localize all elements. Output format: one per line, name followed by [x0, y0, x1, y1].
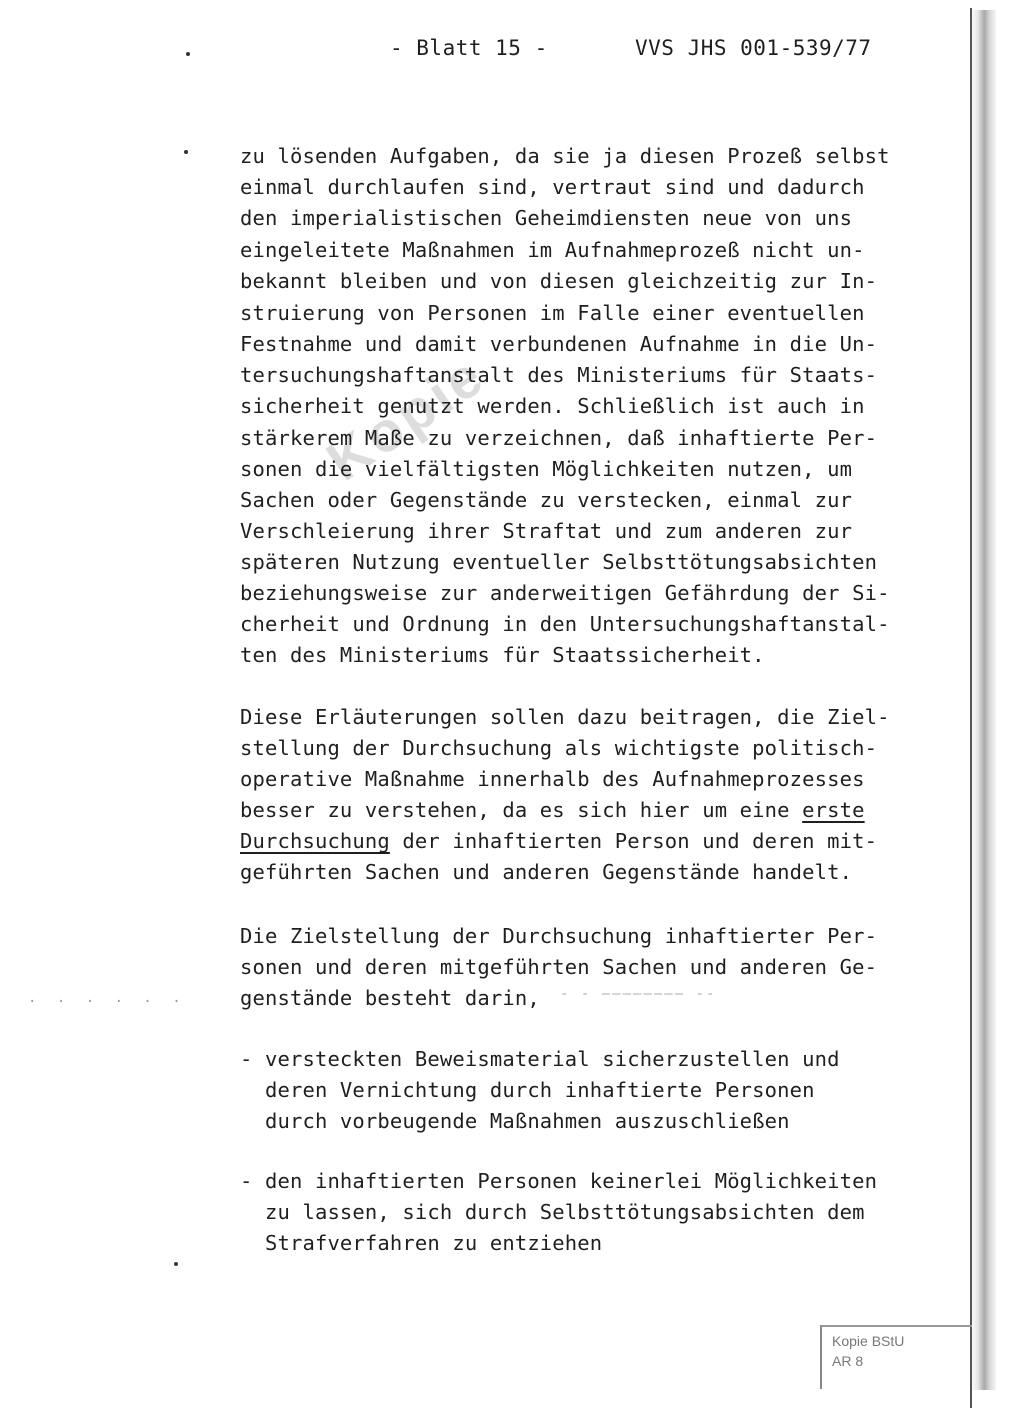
document-id: VVS JHS 001-539/77 [635, 36, 872, 60]
archive-stamp [820, 1325, 972, 1389]
text-line: zu lassen, sich durch Selbsttötungsabsichten dem [240, 1200, 865, 1224]
scan-artifact-dots: . . . . . . [28, 990, 187, 1006]
text-line: stellung der Durchsuchung als wichtigste politisch- [240, 736, 878, 760]
scan-edge-line [970, 8, 972, 1408]
text-line: sonen und deren mitgeführten Sachen und anderen Ge- [240, 955, 878, 979]
stamp-line: AR 8 [832, 1353, 864, 1369]
text-line: genstände besteht darin, [240, 986, 540, 1010]
text-line: einmal durchlaufen sind, vertraut sind und dadurch [240, 175, 865, 199]
text-line [240, 796, 865, 824]
text-line: Diese Erläuterungen sollen dazu beitragen, die Ziel- [240, 705, 890, 729]
scan-artifact-dashes: - - ———————— -- [560, 986, 717, 1002]
text-line: späteren Nutzung eventueller Selbsttötungsabsichten [240, 550, 878, 574]
text-line: Strafverfahren zu entziehen [240, 1231, 603, 1255]
text-line: beziehungsweise zur anderweitigen Gefährdung der Si- [240, 581, 890, 605]
scan-speck [174, 1262, 178, 1266]
text-line: stärkerem Maße zu verzeichnen, daß inhaftierte Per- [240, 426, 878, 450]
text-line: Festnahme und damit verbundenen Aufnahme in die Un- [240, 332, 878, 356]
text-line: durch vorbeugende Maßnahmen auszuschließen [240, 1109, 790, 1133]
scan-edge-shadow [970, 10, 996, 1390]
scan-speck [184, 150, 188, 154]
text-line: - den inhaftierten Personen keinerlei Möglichkeiten [240, 1169, 878, 1193]
text-line: Sachen oder Gegenstände zu verstecken, einmal zur [240, 488, 853, 512]
text-line: operative Maßnahme innerhalb des Aufnahmeprozesses [240, 767, 865, 791]
text-line: cherheit und Ordnung in den Untersuchungshaftanstal- [240, 612, 890, 636]
underlined-word: erste [802, 798, 865, 822]
scan-speck [186, 52, 190, 56]
copy-watermark: Kopie [315, 342, 497, 493]
text-line: zu lösenden Aufgaben, da sie ja diesen Prozeß selbst [240, 144, 890, 168]
text-segment: besser zu verstehen, da es sich hier um eine [240, 798, 803, 822]
text-line: eingeleitete Maßnahmen im Aufnahmeprozeß nicht un- [240, 238, 865, 262]
text-line: sonen die vielfältigsten Möglichkeiten nutzen, um [240, 457, 853, 481]
text-line: tersuchungshaftanstalt des Ministeriums für Staats- [240, 363, 878, 387]
text-line: Verschleierung ihrer Straftat und zum anderen zur [240, 519, 853, 543]
page-number: - Blatt 15 - [390, 36, 548, 60]
text-line: deren Vernichtung durch inhaftierte Personen [240, 1078, 815, 1102]
text-line: bekannt bleiben und von diesen gleichzeitig zur In- [240, 269, 878, 293]
text-line [240, 827, 877, 855]
text-segment: der inhaftierten Person und deren mit- [389, 829, 878, 853]
text-line: - versteckten Beweismaterial sicherzustellen und [240, 1047, 840, 1071]
text-line: Die Zielstellung der Durchsuchung inhaftierter Per- [240, 924, 878, 948]
text-line: den imperialistischen Geheimdiensten neue von uns [240, 206, 853, 230]
text-line: sicherheit genutzt werden. Schließlich ist auch in [240, 394, 865, 418]
text-line: ten des Ministeriums für Staatssicherheit. [240, 643, 765, 667]
underlined-word: Durchsuchung [240, 829, 390, 853]
text-line: geführten Sachen und anderen Gegenstände handelt. [240, 860, 853, 884]
text-line: struierung von Personen im Falle einer eventuellen [240, 301, 865, 325]
stamp-line: Kopie BStU [832, 1333, 905, 1349]
